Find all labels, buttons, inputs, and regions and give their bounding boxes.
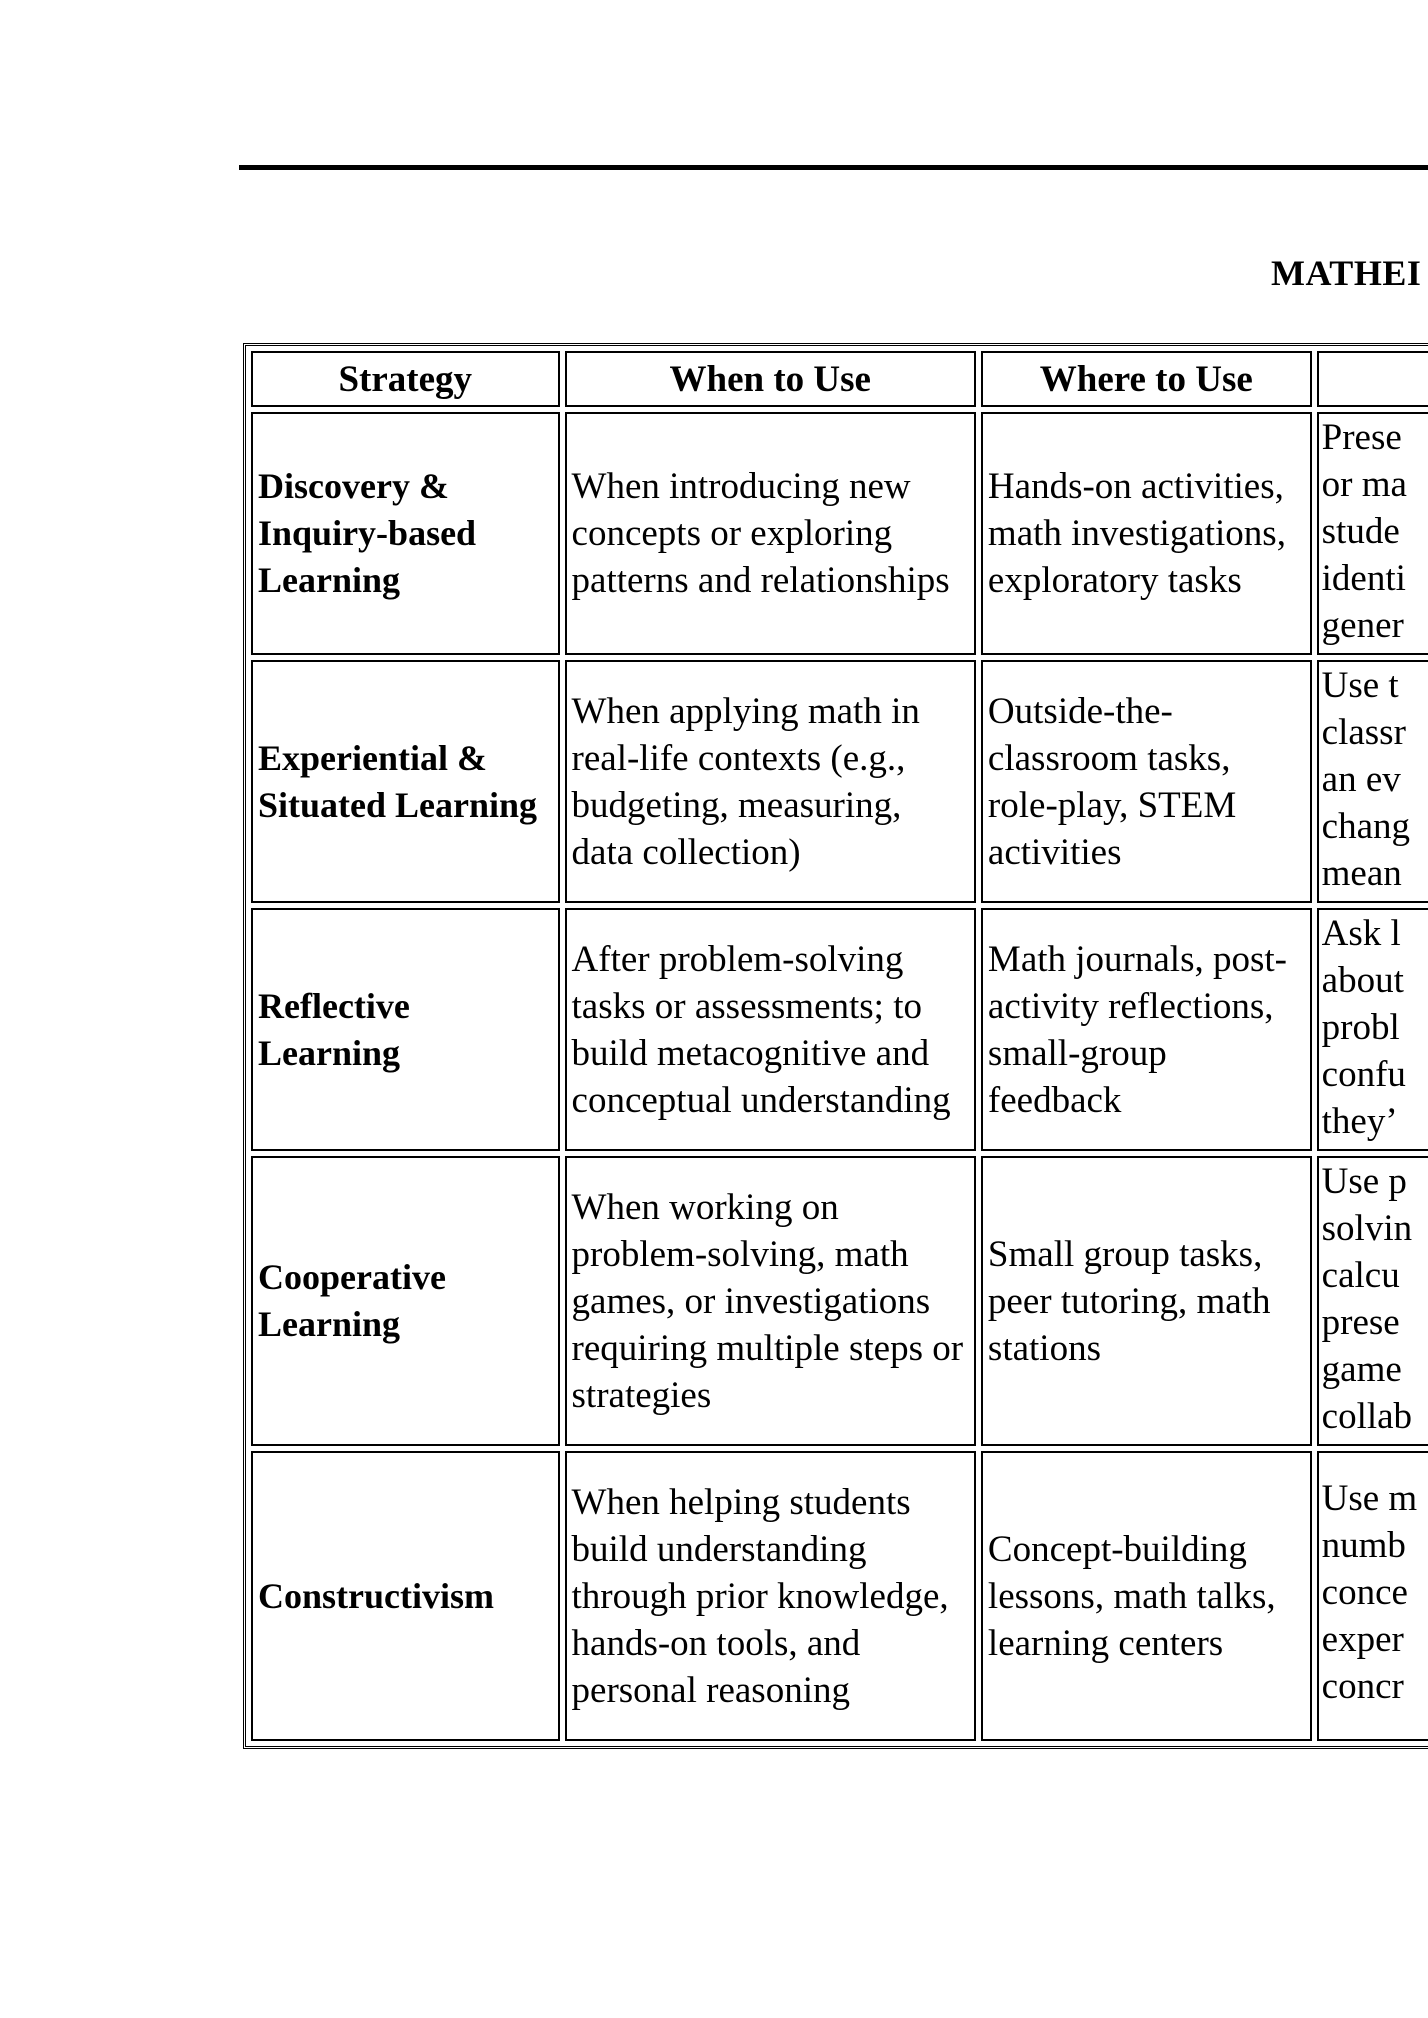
cell-line: Use m <box>1321 1478 1418 1519</box>
page-title: MATHEI <box>1271 253 1422 293</box>
where-cell: Small group tasks, peer tutoring, math stations <box>981 1156 1312 1446</box>
cell-line: stude <box>1321 511 1400 552</box>
header-where-to-use: Where to Use <box>981 351 1312 407</box>
table-row <box>251 412 1428 655</box>
when-cell: When applying math in real-life contexts (e.g., budgeting, measuring, data collection) <box>565 660 976 903</box>
cell-line: or ma <box>1321 464 1407 505</box>
cell-line: calcu <box>1321 1255 1400 1296</box>
cell-line: prese <box>1321 1302 1400 1343</box>
when-cell: After problem-solving tasks or assessments; to build metacognitive and conceptual understanding <box>565 908 976 1151</box>
cell-line: Ask l <box>1321 913 1401 954</box>
how-cell-cropped <box>1317 412 1428 655</box>
cell-line: Prese <box>1321 417 1402 458</box>
table-row <box>251 908 1428 1151</box>
cell-line: an ev <box>1321 759 1401 800</box>
when-cell: When helping students build understanding through prior knowledge, hands-on tools, and personal reasoning <box>565 1451 976 1741</box>
where-cell: Hands-on activities, math investigations, exploratory tasks <box>981 412 1312 655</box>
where-cell: Concept-building lessons, math talks, learning centers <box>981 1451 1312 1741</box>
cell-line: Use p <box>1321 1161 1407 1202</box>
cell-line: about <box>1321 960 1404 1001</box>
strategy-cell: Reflective Learning <box>251 908 560 1151</box>
how-cell-cropped <box>1317 1156 1428 1446</box>
strategy-table <box>243 343 1428 1749</box>
cell-line: identi <box>1321 558 1406 599</box>
how-cell-cropped <box>1317 1451 1428 1741</box>
cell-line: probl <box>1321 1007 1400 1048</box>
header-cropped-column <box>1317 351 1428 407</box>
table-row <box>251 1451 1428 1741</box>
cell-line: solvin <box>1321 1208 1413 1249</box>
strategy-cell: Experiential & Situated Learning <box>251 660 560 903</box>
how-cell-cropped <box>1317 908 1428 1151</box>
table-row <box>251 660 1428 903</box>
header-strategy: Strategy <box>251 351 560 407</box>
strategy-cell: Discovery & Inquiry-based Learning <box>251 412 560 655</box>
cell-line: conce <box>1321 1572 1408 1613</box>
cell-line: numb <box>1321 1525 1406 1566</box>
cell-line: Use t <box>1321 665 1399 706</box>
cell-line: gener <box>1321 605 1404 646</box>
table-row <box>251 1156 1428 1446</box>
cell-line: mean <box>1321 853 1402 894</box>
cell-line: exper <box>1321 1619 1404 1660</box>
cell-line: classr <box>1321 712 1406 753</box>
table-header-row <box>251 351 1428 407</box>
where-cell: Math journals, post-activity reflections, small-group feedback <box>981 908 1312 1151</box>
when-cell: When working on problem-solving, math games, or investigations requiring multiple steps or strategies <box>565 1156 976 1446</box>
cell-line: concr <box>1321 1666 1404 1707</box>
how-cell-cropped <box>1317 660 1428 903</box>
strategy-cell: Constructivism <box>251 1451 560 1741</box>
where-cell: Outside-the-classroom tasks, role-play, STEM activities <box>981 660 1312 903</box>
strategy-cell: Cooperative Learning <box>251 1156 560 1446</box>
header-rule <box>239 165 1428 170</box>
when-cell: When introducing new concepts or exploring patterns and relationships <box>565 412 976 655</box>
header-when-to-use: When to Use <box>565 351 976 407</box>
cell-line: confu <box>1321 1054 1406 1095</box>
cell-line: game <box>1321 1349 1402 1390</box>
cell-line: they’ <box>1321 1101 1398 1142</box>
cell-line: collab <box>1321 1396 1413 1437</box>
cell-line: chang <box>1321 806 1410 847</box>
